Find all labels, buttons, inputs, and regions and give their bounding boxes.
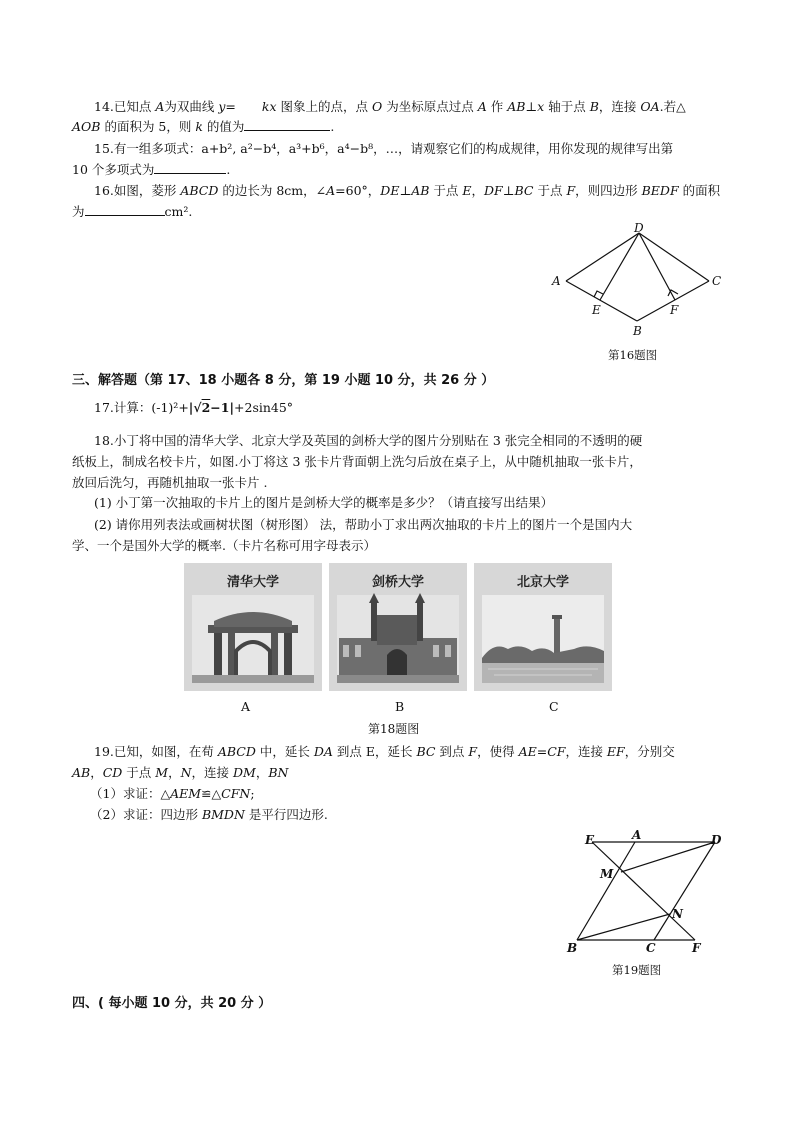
q19-part2: （2）求证：四边形 BMDN 是平行四边形. (90, 807, 328, 822)
q14-line2: AOB 的面积为 5，则 k 的值为 . (72, 119, 335, 134)
side-DC (654, 842, 715, 940)
figure-18-caption: 第18题图 (368, 722, 420, 736)
q16-line2: 为 cm². (72, 204, 193, 219)
figure-19-caption: 第19题图 (612, 963, 662, 977)
edge-AB (566, 281, 637, 321)
label-M: M (600, 867, 614, 881)
q18-line1: 18.小丁将中国的清华大学、北京大学及英国的剑桥大学的图片分别贴在 3 张完全相同的不透明的硬 (94, 433, 643, 448)
section-3-heading: 三、解答题（第 17、18 小题各 8 分，第 19 小题 10 分，共 26 分 ） (72, 373, 495, 388)
card-peking-title: 北京大学 (516, 575, 569, 590)
card-tsinghua (184, 563, 322, 691)
card-cambridge (329, 563, 467, 691)
q16-line1: 16.如图，菱形 ABCD 的边长为 8cm，∠A=60°，DE⊥AB 于点 E，DF⊥BC 于点 F，则四边形 BEDF 的面积 (94, 183, 721, 198)
card-tsinghua-title: 清华大学 (226, 575, 279, 590)
q19-line1: 19.已知，如图，在荀 ABCD 中，延长 DA 到点 E，延长 BC 到点 F，使得 AE=CF，连接 EF，分别交 (94, 744, 675, 759)
card-cambridge-title: 剑桥大学 (371, 575, 424, 590)
label-D: D (711, 833, 722, 847)
card-peking (474, 563, 612, 691)
section-4-heading: 四、( 每小题 10 分，共 20 分 ） (72, 996, 272, 1011)
q15-line1: 15.有一组多项式：a+b², a²−b⁴，a³+b⁶，a⁴−b⁸，…，请观察它们的构成规律，用你发现的规律写出第 (94, 141, 674, 156)
label-C: C (712, 274, 722, 288)
answer-blank-16[interactable] (85, 203, 165, 216)
label-A: A (552, 274, 561, 288)
edge-AD (566, 233, 639, 281)
label-A: A (632, 828, 642, 842)
label-B: B (633, 324, 642, 338)
edge-DC (639, 233, 709, 281)
label-F: F (692, 941, 701, 955)
label-B: B (567, 941, 578, 955)
q18-line2: 纸板上，制成名校卡片，如图.小丁将这 3 张卡片背面朝上洗匀后放在桌子上，从中随机抽取一张卡片， (72, 454, 642, 469)
label-C: C (646, 941, 656, 955)
segment-DF (639, 233, 675, 300)
segment-DE (600, 233, 639, 300)
figure-19-parallelogram (560, 828, 730, 983)
label-N: N (672, 907, 683, 921)
figure-16-rhombus (548, 222, 728, 372)
label-E: E (585, 833, 595, 847)
q15-line2: 10 个多项式为 . (72, 162, 231, 177)
q19-part1: （1）求证：△AEM≌△CFN; (90, 786, 255, 801)
q18-part3: 学、一个是国外大学的概率.（卡片名称可用字母表示） (72, 538, 376, 553)
answer-blank-14[interactable] (244, 118, 330, 131)
card-label-B: B (395, 699, 405, 714)
answer-blank-15[interactable] (154, 161, 226, 174)
tsinghua-gate-image (184, 563, 322, 691)
q18-line3: 放回后洗匀，再随机抽取一张卡片 . (72, 475, 268, 490)
card-label-C: C (549, 699, 559, 714)
label-D: D (634, 222, 644, 235)
segment-DM (621, 842, 715, 872)
q18-part2: (2) 请你用列表法或画树状图（树形图） 法，帮助小丁求出两次抽取的卡片上的图片一个是国内大 (94, 517, 633, 532)
q18-part1: (1) 小丁第一次抽取的卡片上的图片是剑桥大学的概率是多少？（请直接写出结果） (94, 495, 554, 510)
label-E: E (592, 303, 601, 317)
figure-16-caption: 第16题图 (608, 348, 658, 362)
peking-lake-image (474, 563, 612, 691)
q14-line1: 14.已知点 A为双曲线 y= kx 图象上的点，点 O 为坐标原点过点 A 作 AB⊥x 轴于点 B，连接 OA.若△ (94, 99, 686, 114)
segment-EF (592, 842, 695, 940)
q17: 17.计算：(-1)²+|√2−1|+2sin45° (94, 400, 294, 415)
side-AB (577, 842, 635, 940)
card-label-A: A (241, 699, 251, 714)
label-F: F (670, 303, 679, 317)
q19-line2: AB，CD 于点 M，N，连接 DM，BN (72, 765, 289, 780)
cambridge-chapel-image (329, 563, 467, 691)
